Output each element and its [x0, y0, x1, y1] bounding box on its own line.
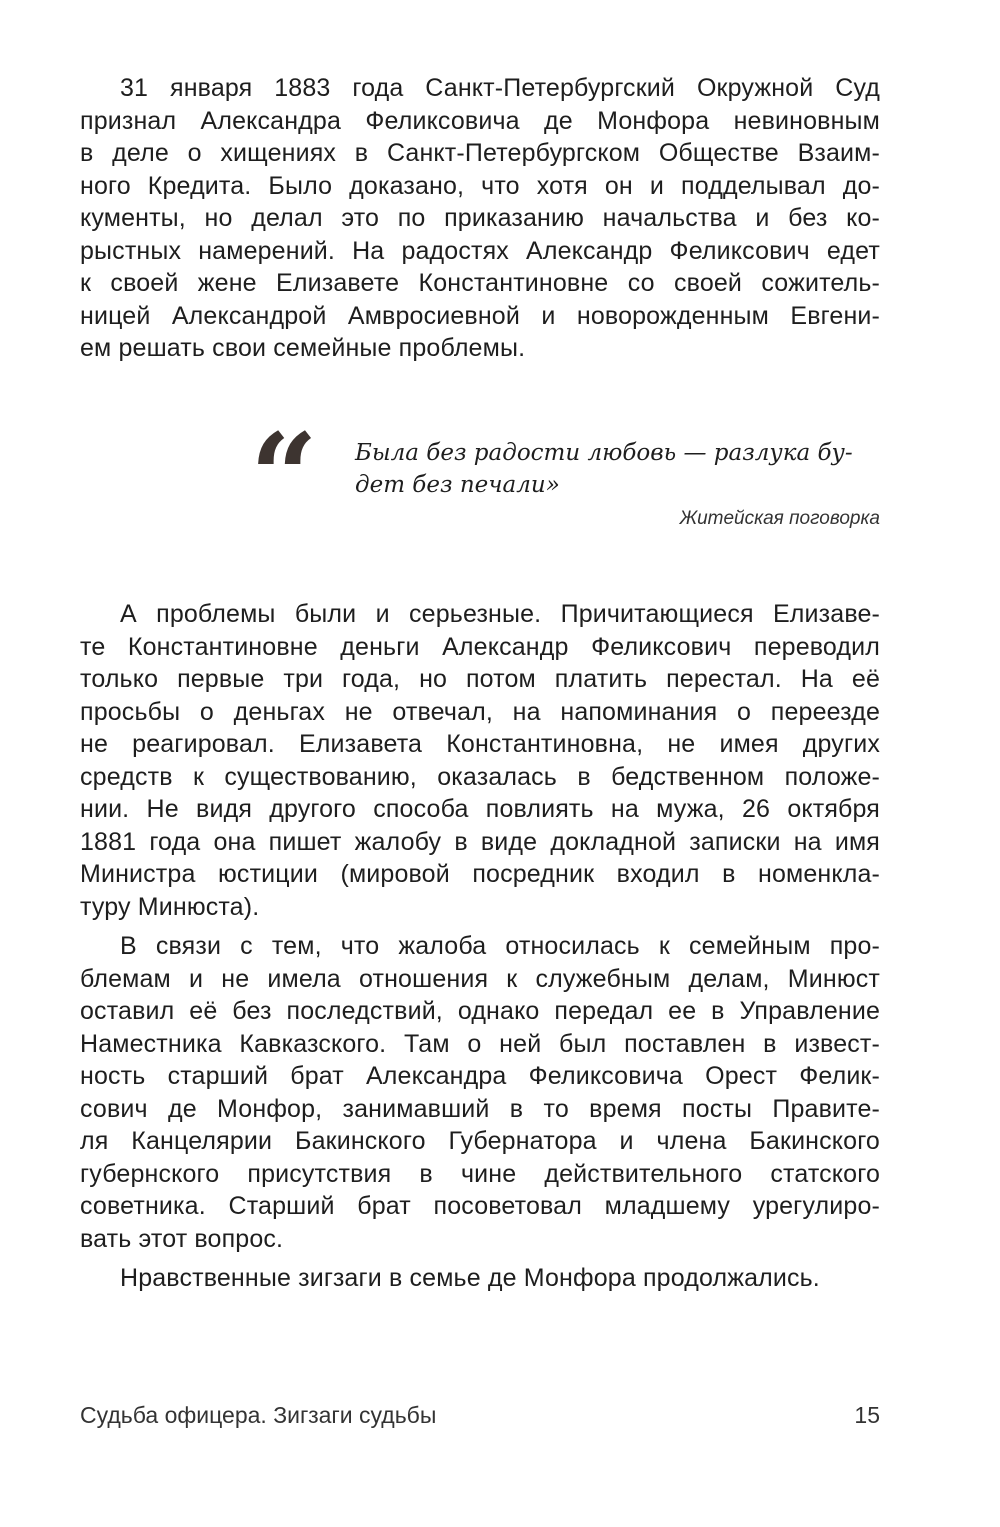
- text-line: признал Александра Феликсовича де Монфора невиновным: [80, 106, 880, 135]
- running-footer-title: Судьба офицера. Зигзаги судьбы: [80, 1402, 437, 1428]
- epigraph-line: дет без печали»: [355, 472, 560, 498]
- page-number: 15: [854, 1402, 880, 1428]
- epigraph-line: Была без радости любовь — разлука бу-: [355, 440, 853, 466]
- text-line: советника. Старший брат посоветовал младшему урегулиро-: [80, 1192, 880, 1220]
- text-line: Нравственные зигзаги в семье де Монфора продолжались.: [120, 1264, 820, 1292]
- text-line: оставил её без последствий, однако передал ее в Управление: [80, 997, 880, 1025]
- text-line: сович де Монфор, занимавший в то время посты Правите-: [80, 1094, 880, 1123]
- text-line: ем решать свои семейные проблемы.: [80, 334, 526, 362]
- text-line: ность старший брат Александра Феликсовича Орест Фелик-: [80, 1062, 880, 1090]
- text-line: Министра юстиции (мировой посредник входил в номенкла-: [80, 860, 880, 888]
- paragraph-closing: [80, 1262, 880, 1295]
- text-line: ного Кредита. Было доказано, что хотя он и подделывал до-: [80, 171, 880, 200]
- epigraph-quote: [355, 437, 853, 501]
- text-line: Наместника Кавказского. Там о ней был поставлен в извест-: [80, 1029, 880, 1058]
- text-line: ля Канцелярии Бакинского Губернатора и члена Бакинского: [80, 1127, 880, 1155]
- text-line: к своей жене Елизавете Константиновне со своей сожитель-: [80, 269, 880, 297]
- epigraph-source: Житейская поговорка: [679, 508, 880, 529]
- text-line: рыстных намерений. На радостях Александр Феликсович едет: [80, 236, 880, 265]
- quote-mark-icon: “: [250, 407, 318, 546]
- text-line: губернского присутствия в чине действительного статского: [80, 1159, 880, 1188]
- text-line: В связи с тем, что жалоба относилась к семейным про-: [120, 932, 880, 960]
- text-line: вать этот вопрос.: [80, 1224, 284, 1253]
- text-line: те Константиновне деньги Александр Феликсович переводил: [80, 632, 880, 661]
- text-line: средств к существованию, оказалась в бедственном положе-: [80, 762, 880, 791]
- text-line: 1881 года она пишет жалобу в виде докладной записки на имя: [80, 827, 880, 856]
- text-line: 31 января 1883 года Санкт-Петербургский Окружной Суд: [120, 74, 880, 102]
- text-line: туру Минюста).: [80, 892, 260, 921]
- text-line: кументы, но делал это по приказанию начальства и без ко-: [80, 204, 880, 232]
- text-line: только первые три года, но потом платить перестал. На её: [80, 665, 880, 693]
- text-line: не реагировал. Елизавета Константиновна, не имея других: [80, 730, 880, 758]
- text-line: блемам и не имела отношения к служебным делам, Минюст: [80, 964, 880, 993]
- text-line: А проблемы были и серьезные. Причитающиеся Елизаве-: [120, 600, 880, 628]
- paragraph-problems: [80, 598, 880, 923]
- text-line: в деле о хищениях в Санкт-Петербургском Обществе Взаим-: [80, 139, 880, 167]
- text-line: нии. Не видя другого способа повлиять на мужа, 26 октября: [80, 795, 880, 823]
- paragraph-acquittal: [80, 72, 880, 365]
- text-line: просьбы о деньгах не отвечал, на напоминания о переезде: [80, 697, 880, 726]
- paragraph-complaint: [80, 930, 880, 1255]
- text-line: ницей Александрой Амвросиевной и новорожденным Евгени-: [80, 301, 880, 330]
